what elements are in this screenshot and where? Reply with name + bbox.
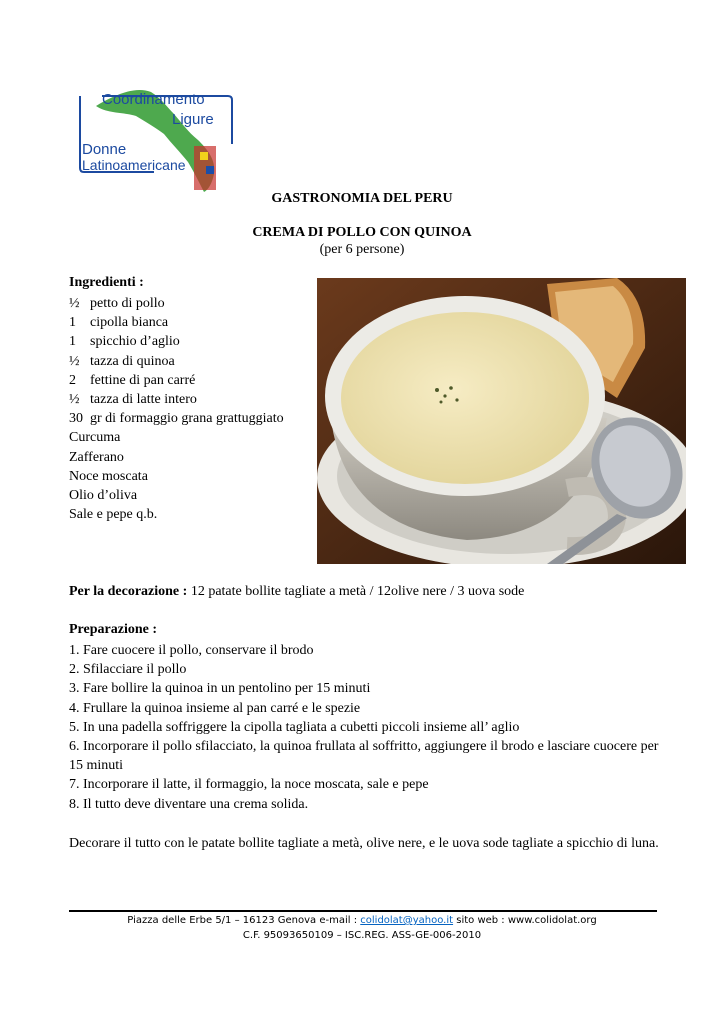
footer-line-2: C.F. 95093650109 – ISC.REG. ASS-GE-006-2010 xyxy=(242,930,482,941)
preparation-steps xyxy=(69,641,669,814)
step-item: 7. Incorporare il latte, il formaggio, la noce moscata, sale e pepe xyxy=(69,777,429,793)
ingredient-item: Sale e pepe q.b. xyxy=(69,507,158,523)
step-item: 8. Il tutto deve diventare una crema solida. xyxy=(69,796,309,812)
svg-text:Coordinamento: Coordinamento xyxy=(102,91,205,108)
svg-text:Latinoamericane: Latinoamericane xyxy=(82,157,186,173)
servings: (per 6 persone) xyxy=(319,242,405,257)
ingredient-item: Olio d’oliva xyxy=(69,488,138,504)
ingredient-item: ½ tazza di latte intero xyxy=(69,392,197,408)
soup-photo xyxy=(317,278,686,564)
footer-address: Piazza delle Erbe 5/1 – 16123 Genova e-mail : xyxy=(127,915,361,926)
ingredient-item: 1 cipolla bianca xyxy=(69,315,169,331)
svg-text:Donne: Donne xyxy=(82,141,127,158)
ingredient-item: ½ petto di pollo xyxy=(69,296,165,311)
ingredient-item: 2 fettine di pan carré xyxy=(69,372,196,388)
step-item: 1. Fare cuocere il pollo, conservare il brodo xyxy=(69,643,314,658)
logo xyxy=(76,84,234,194)
step-item: 3. Fare bollire la quinoa in un pentolino per 15 minuti xyxy=(69,681,371,697)
step-item: 2. Sfilacciare il pollo xyxy=(69,662,187,678)
logo-graphic xyxy=(76,84,234,194)
ingredient-item: 30 gr di formaggio grana grattuggiato xyxy=(69,411,284,427)
email-link[interactable]: colidolat@yahoo.it xyxy=(360,915,454,926)
ingredient-item: 1 spicchio d’aglio xyxy=(69,334,180,350)
svg-text:Ligure: Ligure xyxy=(172,111,214,128)
closing-paragraph: Decorare il tutto con le patate bollite tagliate a metà, olive nere, e le uova sode tagliate a spicchio di luna. xyxy=(69,836,659,851)
step-item: 4. Frullare la quinoa insieme al pan carré e le spezie xyxy=(69,700,361,716)
ingredient-item: Curcuma xyxy=(69,430,121,446)
recipe-title: CREMA DI POLLO CON QUINOA xyxy=(252,225,472,240)
decoration-line xyxy=(69,584,524,600)
footer-divider xyxy=(69,910,657,912)
ingredients-list xyxy=(69,294,284,524)
ingredient-item: Noce moscata xyxy=(69,468,148,484)
step-item: 5. In una padella soffriggere la cipolla tagliata a cubetti piccoli insieme all’ aglio xyxy=(69,719,520,735)
preparation-heading: Preparazione : xyxy=(69,622,157,637)
decoration-text: 12 patate bollite tagliate a metà / 12olive nere / 3 uova sode xyxy=(187,584,525,599)
footer-line-1 xyxy=(0,915,724,926)
footer-web: sito web : www.colidolat.org xyxy=(453,915,597,926)
ingredients-heading: Ingredienti : xyxy=(69,275,144,290)
step-item: 6. Incorporare il pollo sfilacciato, la quinoa frullata al soffritto, aggiungere il brodo e lasciare cuocere per 15 minuti xyxy=(69,739,659,774)
section-title: GASTRONOMIA DEL PERU xyxy=(271,191,453,206)
decoration-label: Per la decorazione : xyxy=(69,584,188,599)
ingredient-item: ½ tazza di quinoa xyxy=(69,353,175,369)
ingredient-item: Zafferano xyxy=(69,449,124,465)
